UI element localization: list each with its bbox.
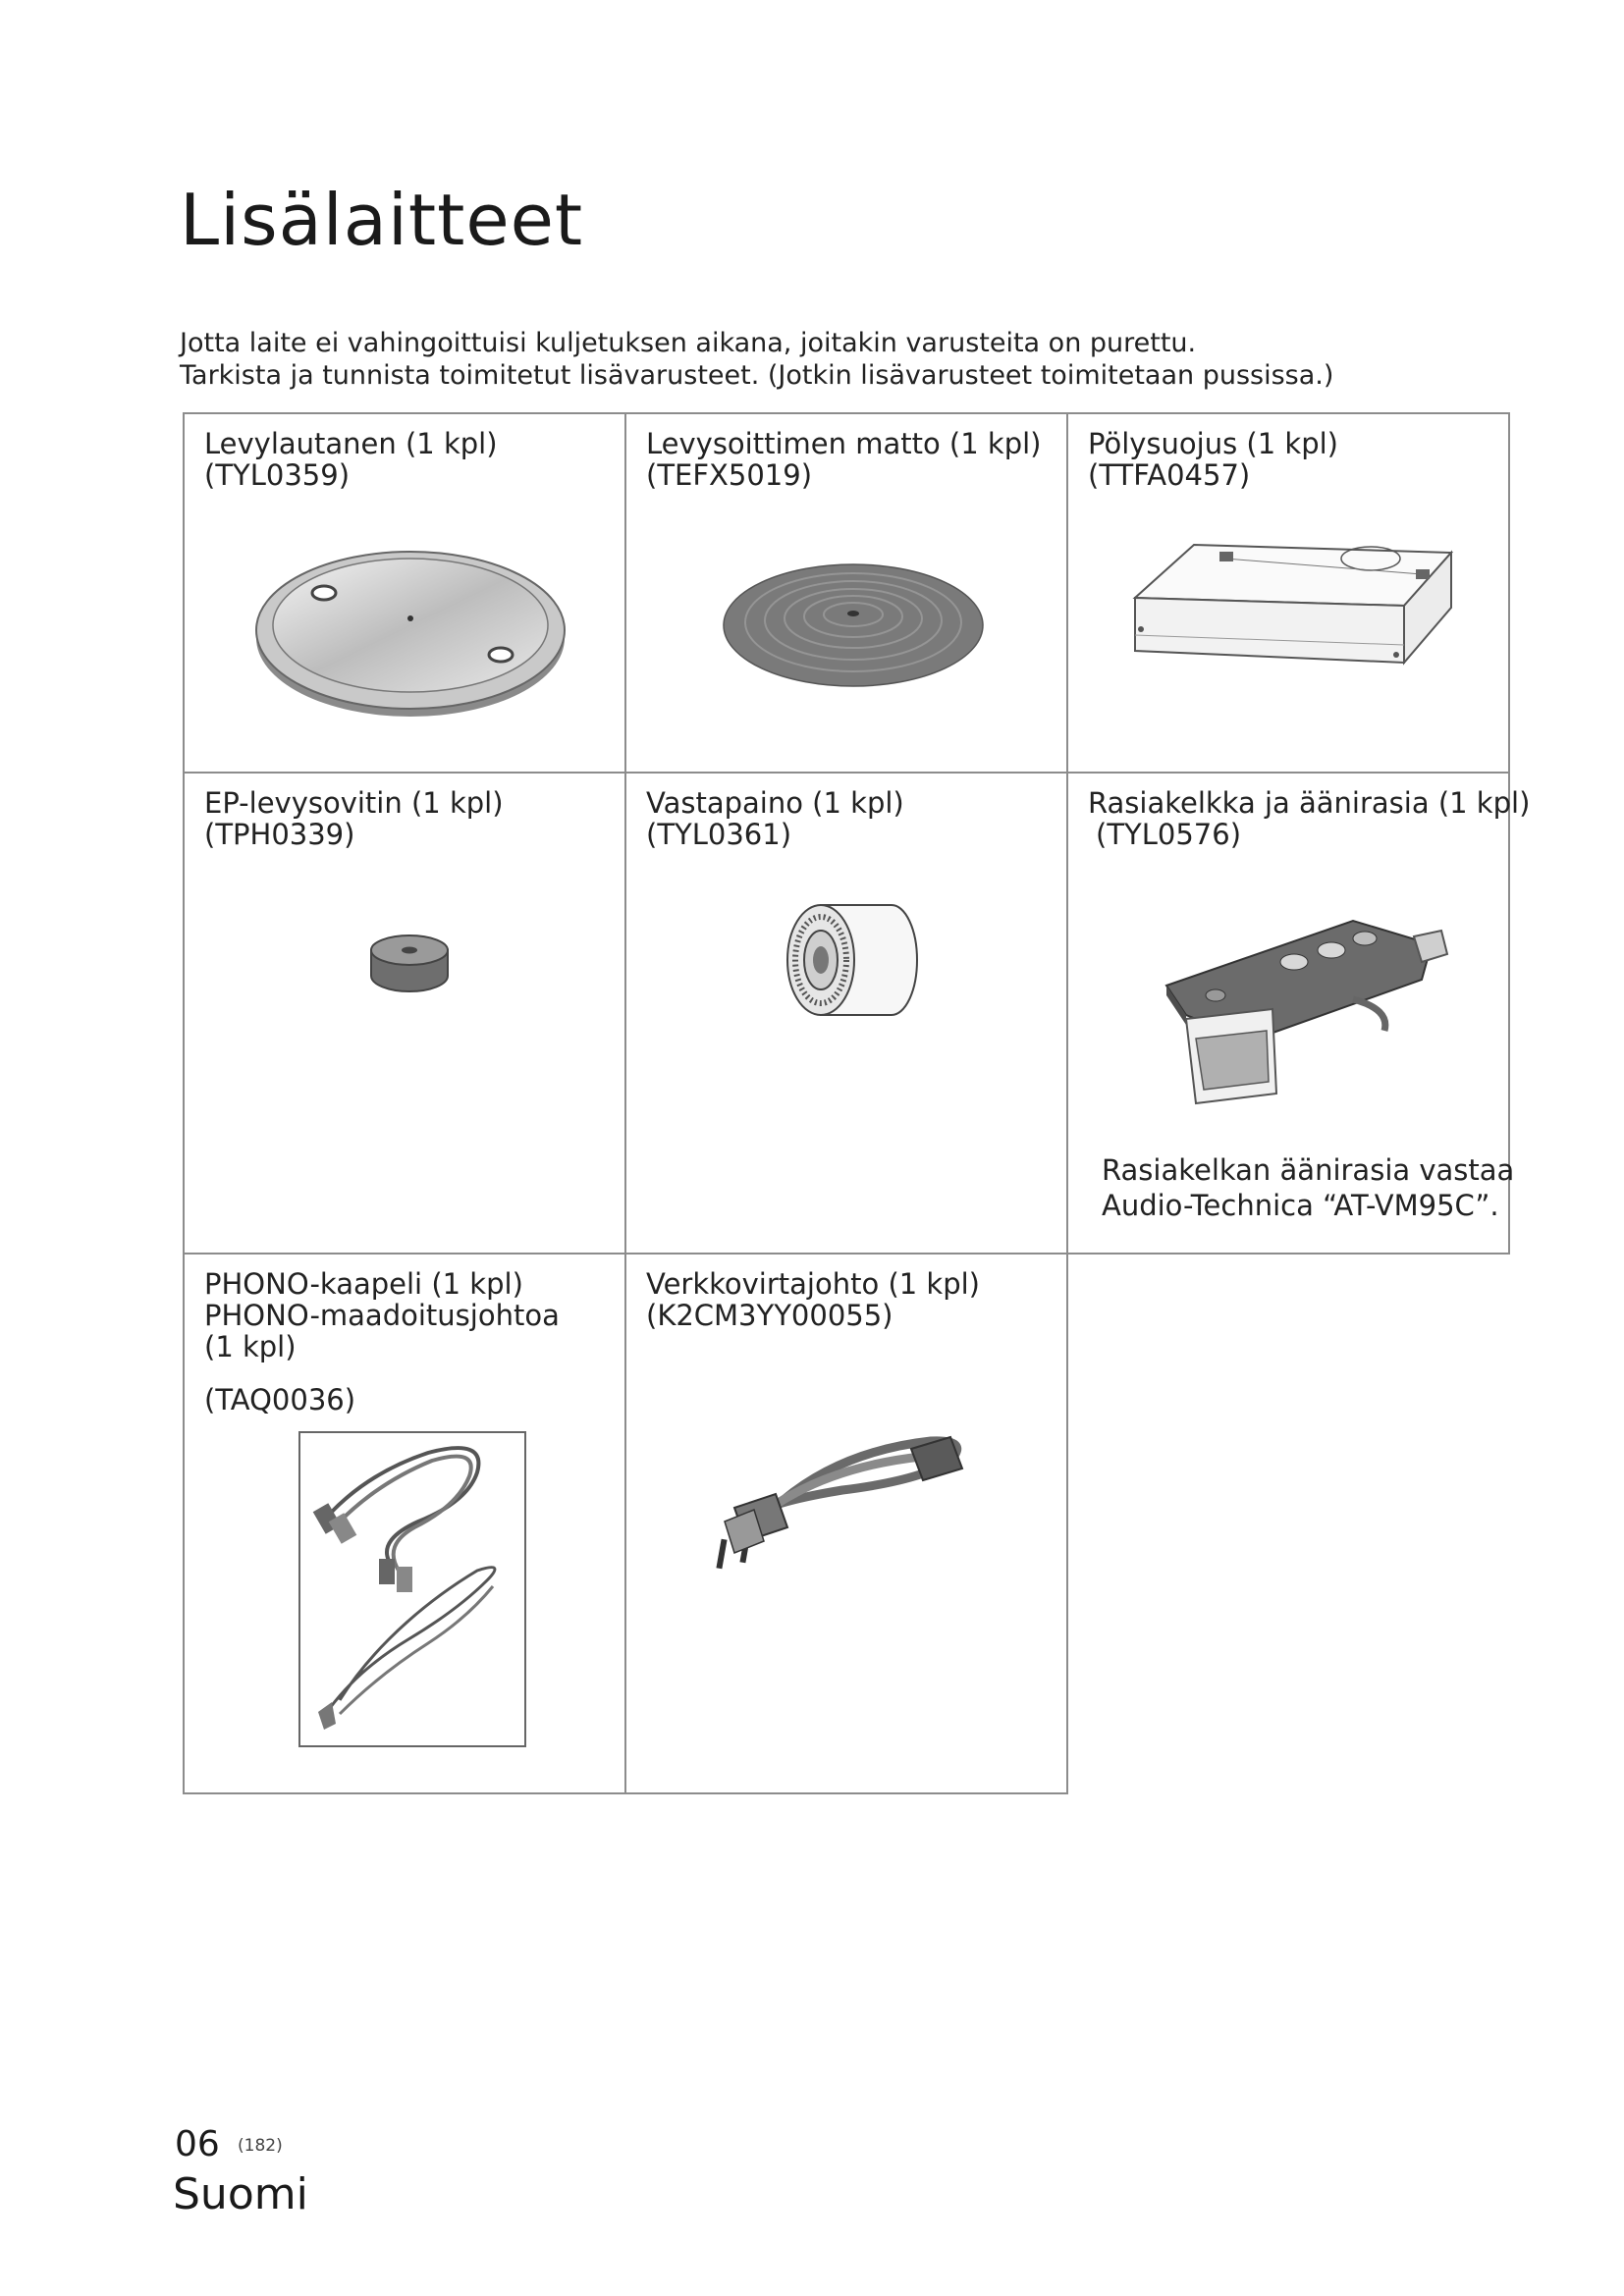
accessory-cell-power-cord [624,1253,1068,1794]
accessory-name-line-2: PHONO-maadoitusjohtoa [204,1299,560,1332]
accessory-code: (TYL0359) [204,458,351,492]
turntable-platter-icon [253,532,568,728]
accessory-name: Levysoittimen matto (1 kpl) [646,427,1042,460]
intro-line-1: Jotta laite ei vahingoittuisi kuljetuksen aikana, joitakin varusteita on purettu. [180,328,1197,358]
accessory-name-line-3: (1 kpl) [204,1330,297,1363]
intro-text [180,327,1535,392]
accessory-cell-headshell [1066,772,1531,1255]
accessory-note-line-1: Rasiakelkan äänirasia vastaa [1102,1153,1515,1187]
ac-power-cord-icon [705,1412,980,1588]
accessory-code: (K2CM3YY00055) [646,1299,893,1332]
accessory-cell-platter [183,412,626,774]
accessory-code: (TYL0576) [1096,818,1242,851]
accessory-code: (TYL0361) [646,818,792,851]
accessory-name: EP-levysovitin (1 kpl) [204,786,504,820]
intro-line-2: Tarkista ja tunnista toimitetut lisävarusteet. (Jotkin lisävarusteet toimitetaan pussissa.) [180,360,1334,391]
accessory-name: Pölysuojus (1 kpl) [1088,427,1338,460]
accessory-note-line-2: Audio-Technica “AT-VM95C”. [1102,1189,1499,1222]
accessory-cell-balance-weight [624,772,1068,1255]
accessory-cell-dust-cover [1066,412,1510,774]
accessory-cell-mat [624,412,1068,774]
accessory-code: (TTFA0457) [1088,458,1251,492]
accessory-cell-ep-adaptor [183,772,626,1255]
accessory-code: (TPH0339) [204,818,355,851]
accessory-name: Vastapaino (1 kpl) [646,786,904,820]
accessory-name: Rasiakelkka ja äänirasia (1 kpl) [1088,786,1531,820]
accessory-code: (TEFX5019) [646,458,813,492]
page-title: Lisälaitteet [180,179,584,261]
balance-weight-icon [782,899,919,1023]
accessory-name: Verkkovirtajohto (1 kpl) [646,1267,980,1301]
page-reference: (182) [238,2136,283,2156]
ep-adaptor-icon [367,931,452,999]
accessory-name: Levylautanen (1 kpl) [204,427,498,460]
phono-cable-icon [300,1433,524,1745]
accessory-code: (TAQ0036) [204,1383,356,1416]
turntable-mat-icon [721,552,986,699]
phono-cable-frame [298,1431,526,1747]
language-label: Suomi [173,2169,308,2219]
page-number: 06 [175,2124,220,2164]
accessory-name: PHONO-kaapeli (1 kpl) [204,1267,523,1301]
headshell-cartridge-icon [1157,901,1451,1127]
dust-cover-icon [1127,537,1461,694]
accessory-cell-phono-cable [183,1253,626,1794]
